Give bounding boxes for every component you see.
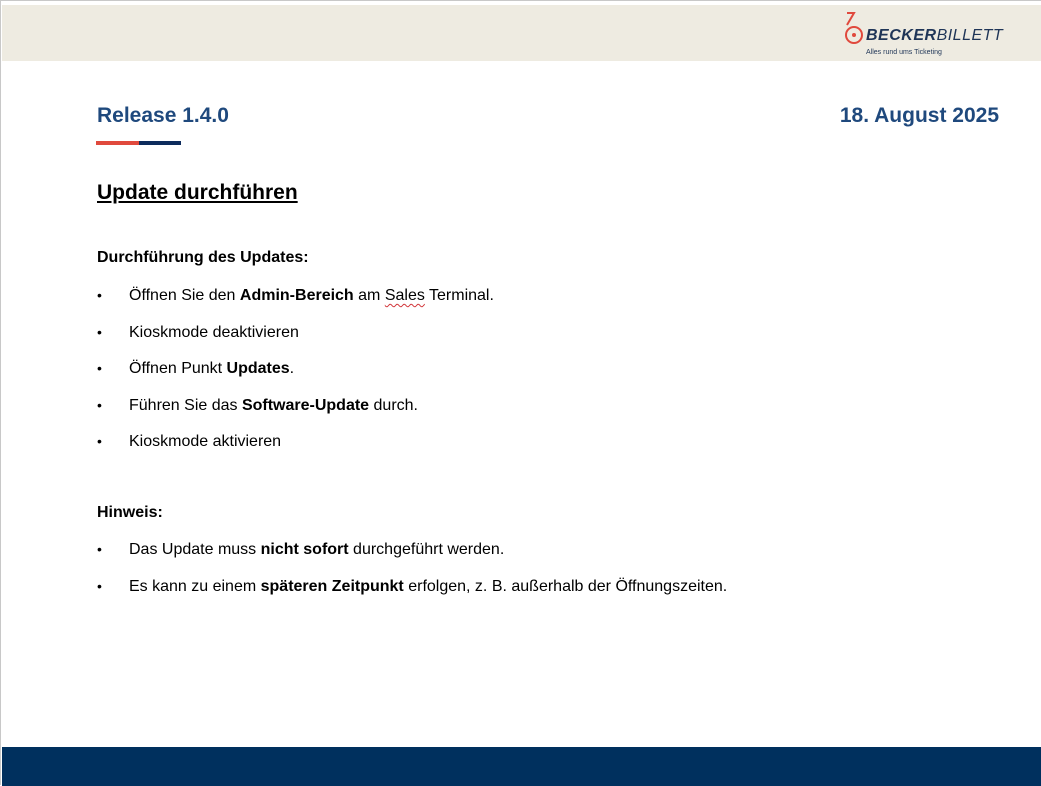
logo-name-bold: BECKER [866,27,937,44]
accent-bar-red [96,141,139,145]
bullet-icon: • [97,433,102,449]
logo-tagline: Alles rund ums Ticketing [866,49,942,56]
header-band [2,5,1041,61]
slide: BECKERBILLETT Alles rund ums Ticketing Release 1.4.0 18. August 2025 Update durchführen Durchführung des Updates: • Öffnen Sie den Admin-Bereich am Sales Terminal. • Kioskmode deaktivieren • Öffnen Punkt Updates. • Führen Sie das Software-Update durch. • Kioskmode aktivieren Hinweis: • Das Update muss nicht sofort durchgeführt werden. • Es kann zu einem späteren Zeitpunkt erfolgen, z. B. außerhalb der Öffnungszeiten. [0,0,1041,785]
procedure-heading: Durchführung des Updates: [97,249,309,266]
accent-bar [96,141,181,145]
release-title: Release 1.4.0 [97,104,229,127]
bullet-icon: • [97,360,102,376]
footer-band [2,747,1041,786]
accent-bar-navy [139,141,181,145]
bullet-icon: • [97,323,102,340]
logo-name-regular: BILLETT [936,27,1004,44]
bullet-icon: • [97,287,102,303]
bullet-icon: • [97,396,102,413]
note-heading: Hinweis: [97,504,163,521]
section-title: Update durchführen [97,181,298,204]
logo-mark-icon [842,11,868,47]
release-date: 18. August 2025 [839,104,999,127]
logo-wordmark [866,27,1003,45]
spellcheck-word: Sales [384,287,425,304]
bullet-icon: • [97,541,102,557]
bullet-icon: • [97,577,102,594]
becker-billett-logo [842,11,1002,61]
